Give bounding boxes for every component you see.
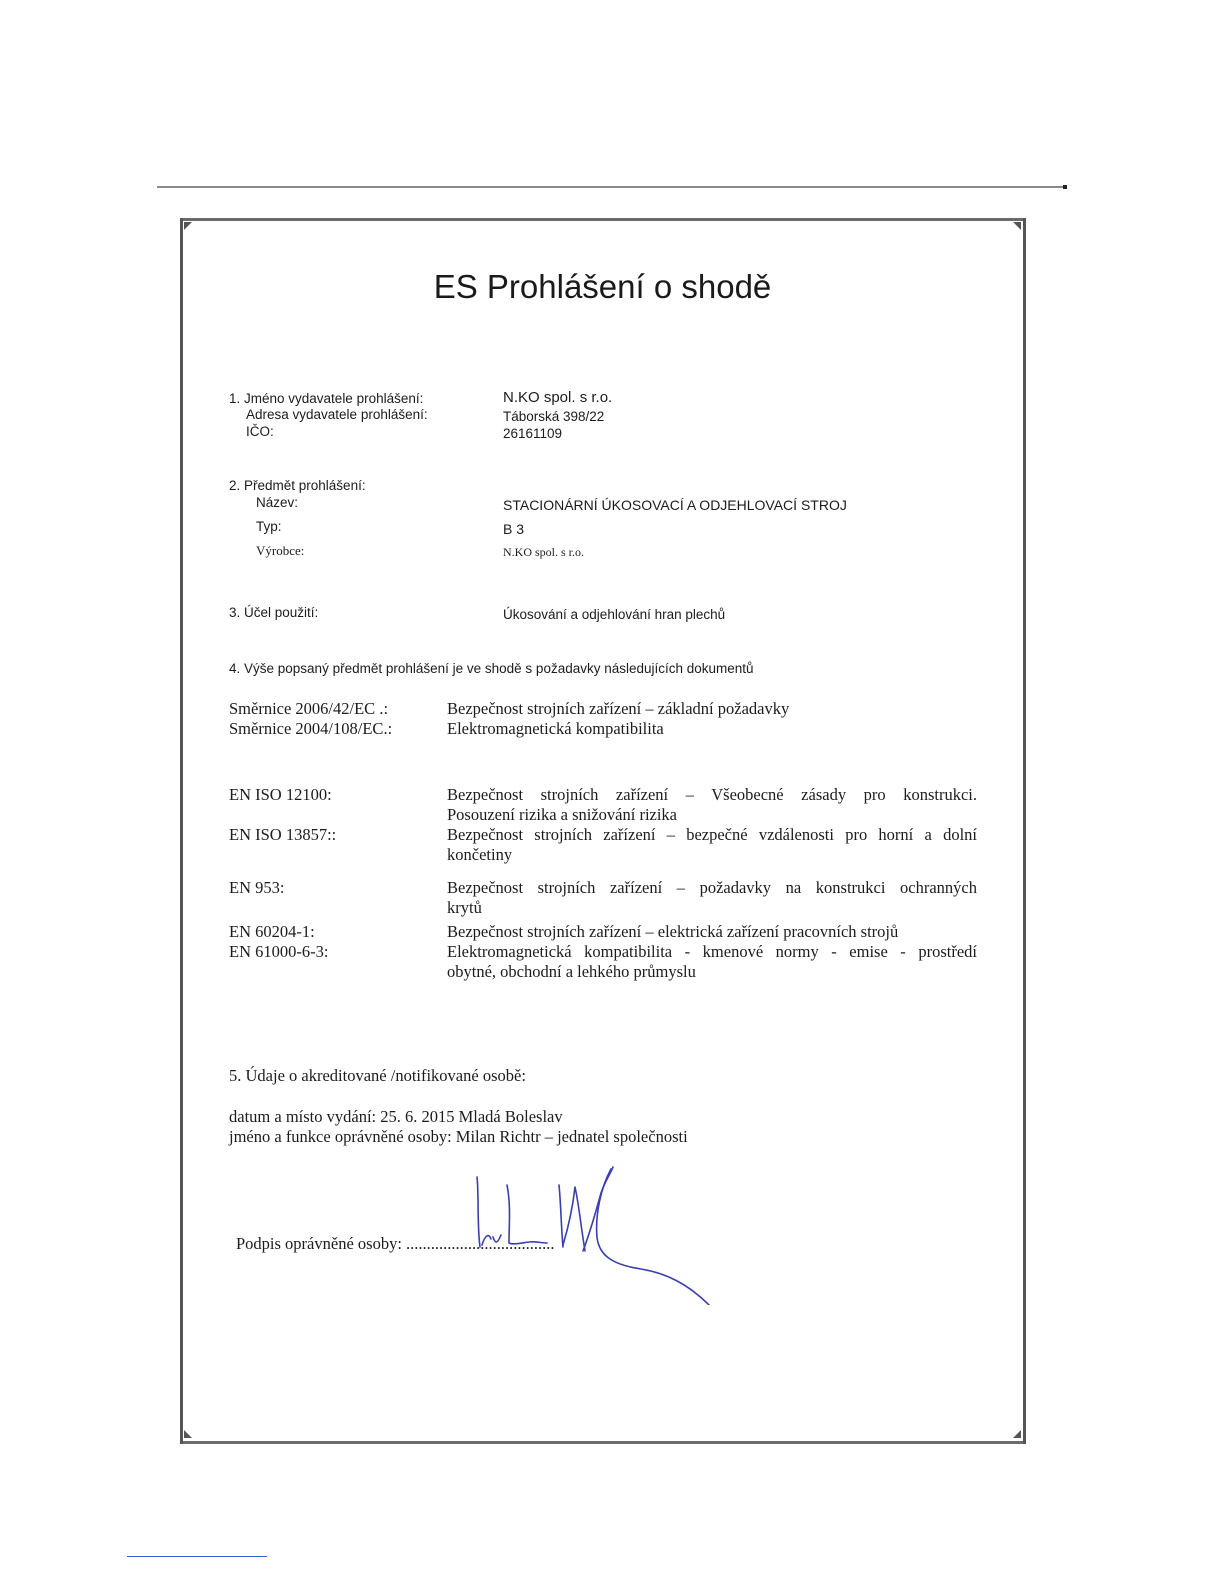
frame-right xyxy=(1023,218,1026,1444)
subject-name-value: STACIONÁRNÍ ÚKOSOVACÍ A ODJEHLOVACÍ STROJ xyxy=(503,497,847,513)
issuer-ico-label: IČO: xyxy=(246,424,274,439)
subject-maker-value: N.KO spol. s r.o. xyxy=(503,545,585,559)
issuer-address-value: Táborská 398/22 xyxy=(503,409,605,424)
standard-desc-line2: obytné, obchodní a lehkého průmyslu xyxy=(447,962,696,981)
issuer-name-label: 1. Jméno vydavatele prohlášení: xyxy=(229,391,424,406)
subject-type-label: Typ: xyxy=(256,519,282,534)
subject-type-value: B 3 xyxy=(503,521,525,537)
issuer-ico-value: 26161109 xyxy=(503,426,563,441)
corner-mark-top-left xyxy=(184,222,192,230)
bottom-link-rule xyxy=(127,1556,267,1557)
authorized-person: jméno a funkce oprávněné osoby: Milan Richtr – jednatel společnosti xyxy=(229,1127,688,1146)
directive-code: Směrnice 2004/108/EC.: xyxy=(229,719,393,738)
standard-desc-line2: končetiny xyxy=(447,845,513,864)
top-rule-end xyxy=(1063,185,1067,189)
standard-code: EN 61000-6-3: xyxy=(229,942,329,961)
issuer-address-label: Adresa vydavatele prohlášení: xyxy=(246,407,428,422)
standard-code: EN ISO 13857:: xyxy=(229,825,337,844)
standard-code: EN 953: xyxy=(229,878,285,897)
frame-left xyxy=(180,218,183,1444)
standard-code: EN 60204-1: xyxy=(229,922,315,941)
conformity-heading: 4. Výše popsaný předmět prohlášení je ve shodě s požadavky následujících dokumentů xyxy=(229,661,754,676)
corner-mark-bottom-left xyxy=(184,1430,192,1438)
corner-mark-bottom-right xyxy=(1013,1430,1021,1438)
subject-name-label: Název: xyxy=(256,495,299,510)
standard-desc-line1: Bezpečnost strojních zařízení – požadavky na konstrukci ochranných xyxy=(447,878,977,897)
purpose-label: 3. Účel použití: xyxy=(229,605,319,620)
directive-code: Směrnice 2006/42/EC .: xyxy=(229,699,389,718)
date-place: datum a místo vydání: 25. 6. 2015 Mladá Boleslav xyxy=(229,1107,563,1126)
frame-top xyxy=(180,218,1026,221)
standard-desc-line2: krytů xyxy=(447,898,482,917)
subject-maker-label: Výrobce: xyxy=(256,543,305,558)
signature-image xyxy=(455,1165,725,1305)
signature-label: Podpis oprávněné osoby: .................................... xyxy=(236,1234,555,1253)
standard-desc-line2: Posouzení rizika a snižování rizika xyxy=(447,805,678,824)
standard-desc-line1: Elektromagnetická kompatibilita - kmenové normy - emise - prostředí xyxy=(447,942,977,961)
standard-desc-line1: Bezpečnost strojních zařízení – Všeobecné zásady pro konstrukci. xyxy=(447,785,977,804)
directive-desc: Bezpečnost strojních zařízení – základní požadavky xyxy=(447,699,790,718)
top-rule xyxy=(157,186,1065,188)
page-title: ES Prohlášení o shodě xyxy=(433,268,772,305)
issuer-name-value: N.KO spol. s r.o. xyxy=(503,389,613,406)
subject-heading: 2. Předmět prohlášení: xyxy=(229,478,366,493)
frame-bottom xyxy=(180,1441,1026,1444)
standard-desc-line1: Bezpečnost strojních zařízení – bezpečné vzdálenosti pro horní a dolní xyxy=(447,825,977,844)
corner-mark-top-right xyxy=(1013,222,1021,230)
notified-body-heading: 5. Údaje o akreditované /notifikované osobě: xyxy=(229,1066,526,1085)
standard-code: EN ISO 12100: xyxy=(229,785,332,804)
standard-desc-line1: Bezpečnost strojních zařízení – elektrická zařízení pracovních strojů xyxy=(447,922,899,941)
directive-desc: Elektromagnetická kompatibilita xyxy=(447,719,664,738)
purpose-value: Úkosování a odjehlování hran plechů xyxy=(503,607,726,622)
